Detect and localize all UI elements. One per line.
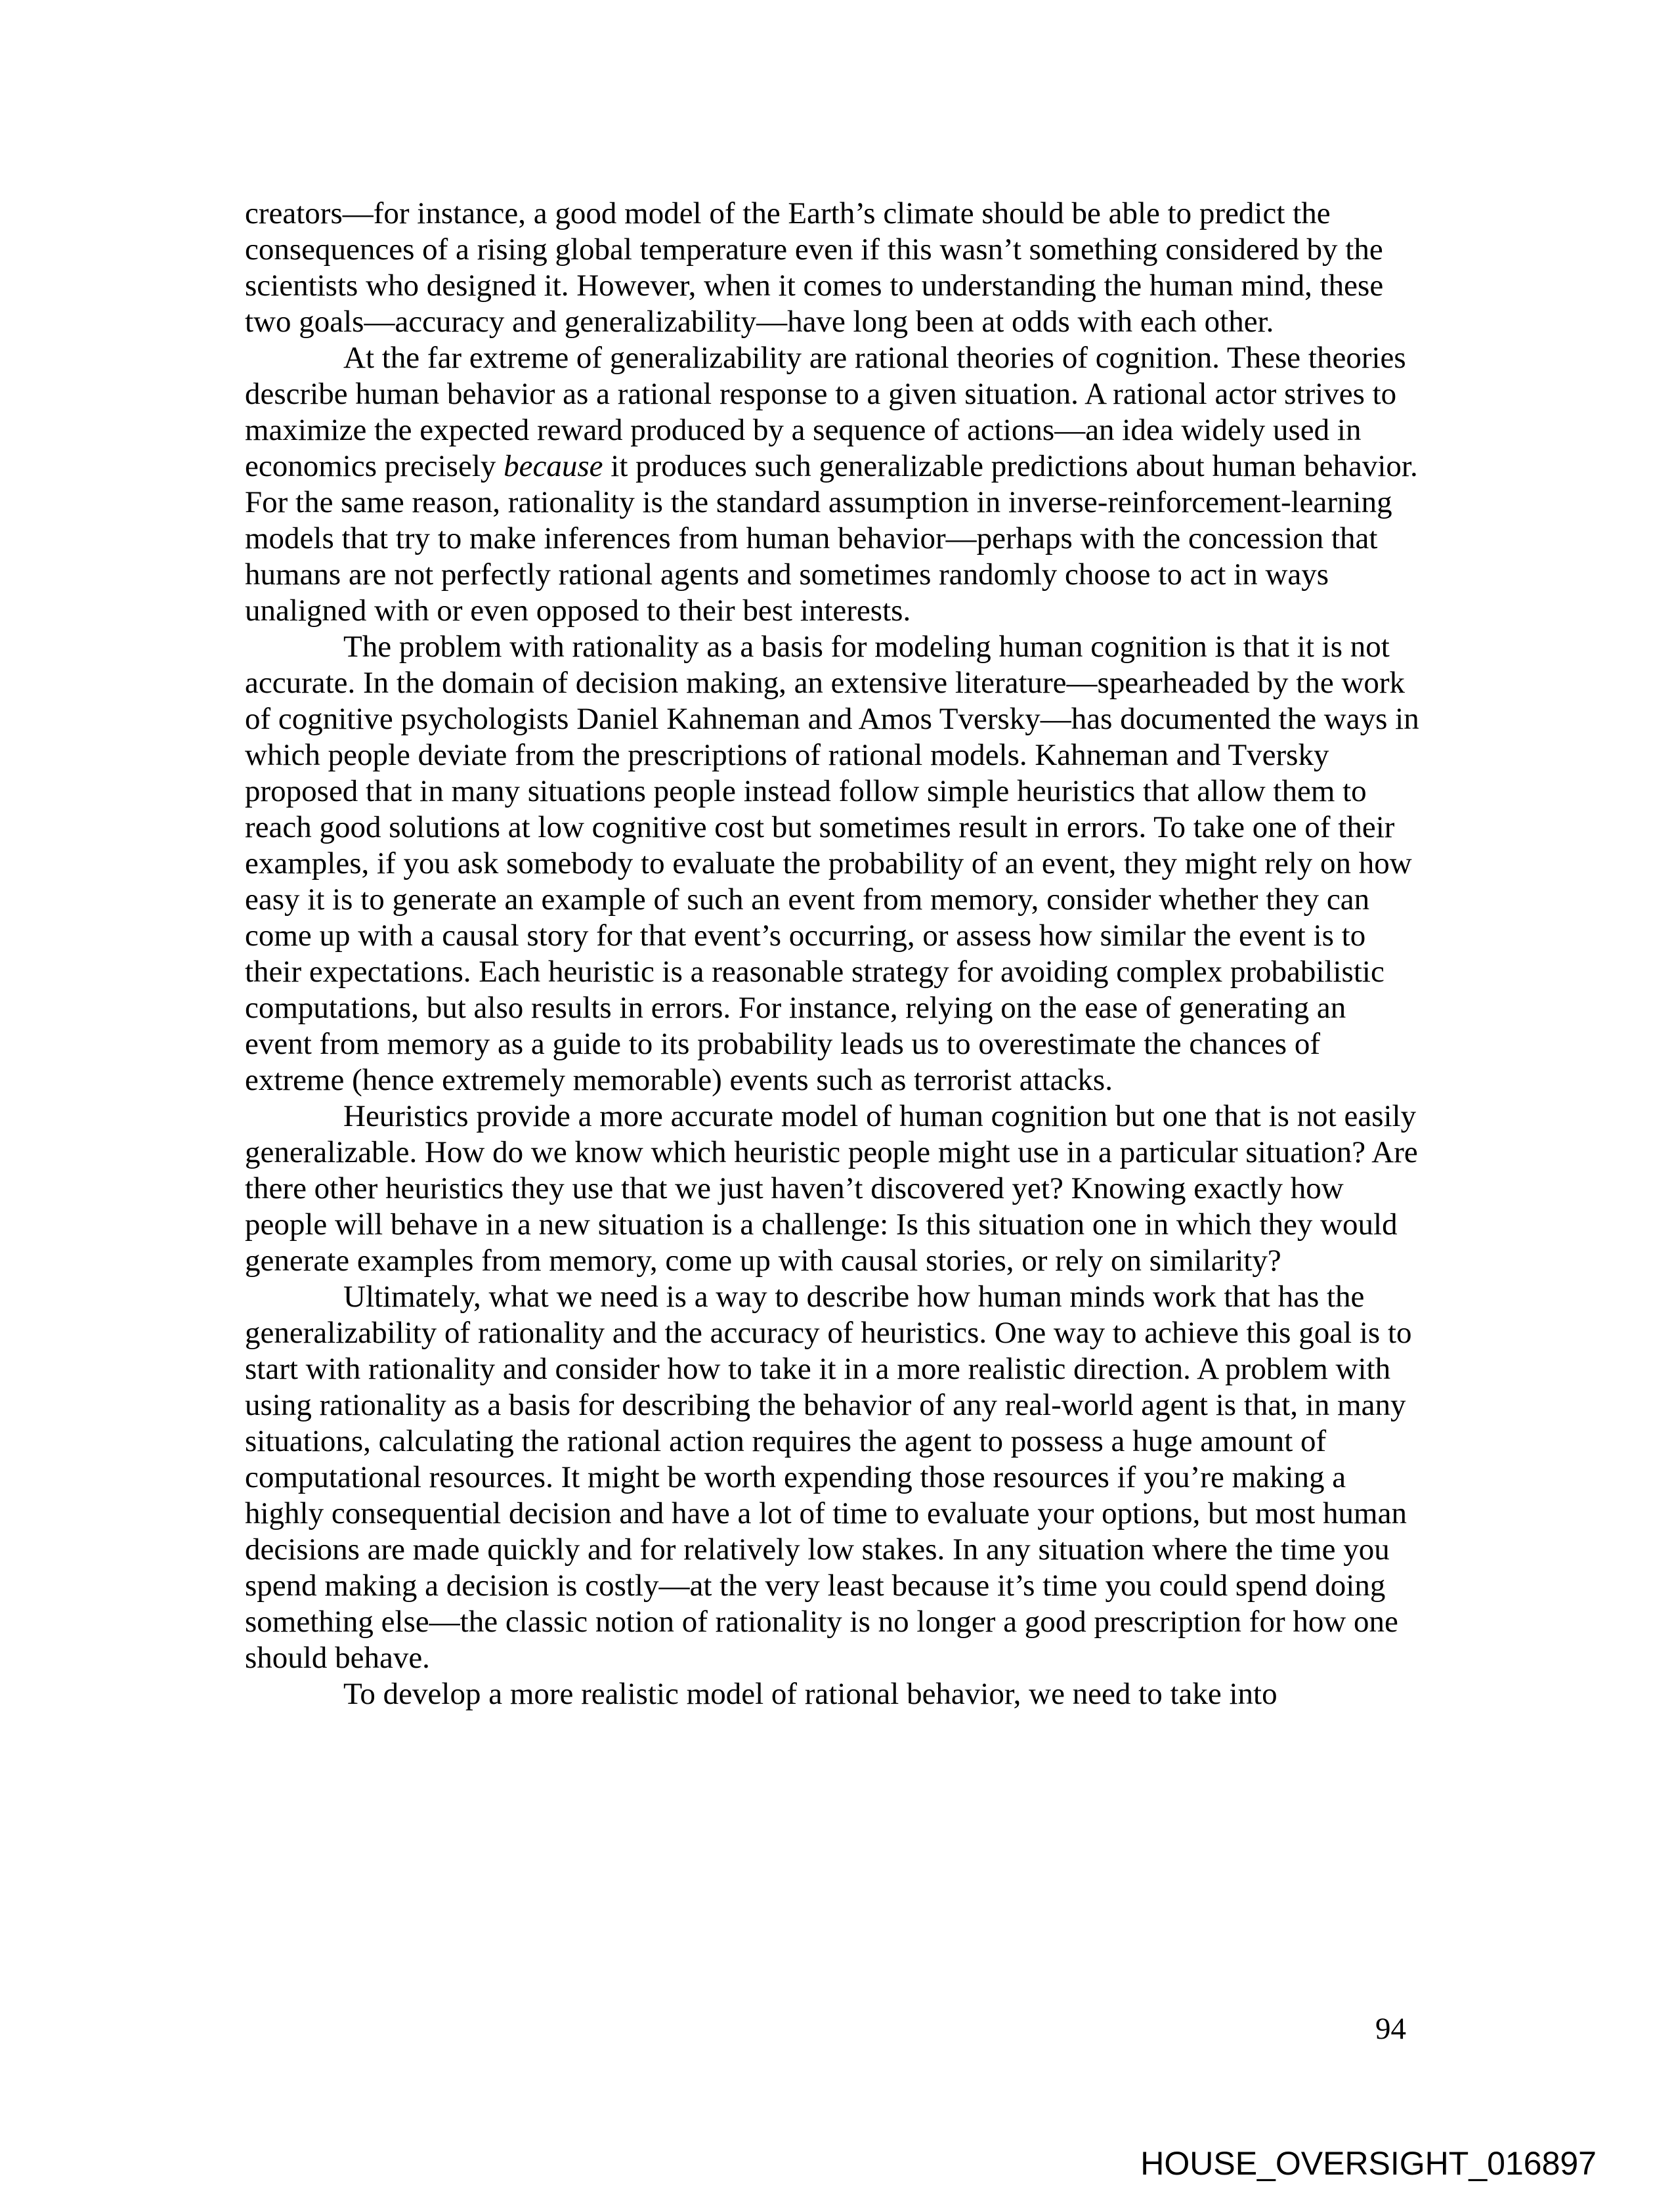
text-run: Ultimately, what we need is a way to describe how human minds work that has the generalizability of rationality and the accuracy of heuristics. One way to achieve this goal is to start with rationality and consider how to take it in a more realistic direction. A problem with using rationality as a basis for describing the behavior of any real-world agent is that, in many situations, calculating the rational action requires the agent to possess a huge amount of computational resources. It might be worth expending those resources if you’re making a highly consequential decision and have a lot of time to evaluate your options, but most human decisions are made quickly and for relatively low stakes. In any situation where the time you spend making a decision is costly—at the very least because it’s time you could spend doing something else—the classic notion of rationality is no longer a good prescription for how one should behave. <box>245 1280 1412 1675</box>
text-run: The problem with rationality as a basis for modeling human cognition is that it is not accurate. In the domain of decision making, an extensive literature—spearheaded by the work of cognitive psychologists Daniel Kahneman and Amos Tversky—has documented the ways in which people deviate from the prescriptions of rational models. Kahneman and Tversky proposed that in many situations people instead follow simple heuristics that allow them to reach good solutions at low cognitive cost but sometimes result in errors. To take one of their examples, if you ask somebody to evaluate the probability of an event, they might rely on how easy it is to generate an example of such an event from memory, consider whether they can come up with a causal story for that event’s occurring, or assess how similar the event is to their expectations. Each heuristic is a reasonable strategy for avoiding complex probabilistic computations, but also results in errors. For instance, relying on the ease of generating an event from memory as a guide to its probability leads us to overestimate the chances of extreme (hence extremely memorable) events such as terrorist attacks. <box>245 630 1419 1097</box>
text-block <box>245 196 1420 1712</box>
paragraph <box>245 1279 1420 1676</box>
paragraph <box>245 196 1420 340</box>
paragraph <box>245 629 1420 1098</box>
paragraph <box>245 1676 1420 1712</box>
text-run: At the far extreme of generalizability are rational theories of cognition. These theories describe human behavior as a rational response to a given situation. A rational actor strives to maximize the expected reward produced by a sequence of actions—an idea widely used in economics precisely <box>245 341 1406 483</box>
italic-run: because <box>504 449 603 483</box>
paragraph <box>245 340 1420 629</box>
bates-stamp: HOUSE_OVERSIGHT_016897 <box>1140 2145 1597 2182</box>
text-run: creators—for instance, a good model of the Earth’s climate should be able to predict the consequences of a rising global temperature even if this wasn’t something considered by the scientists who designed it. However, when it comes to understanding the human mind, these two goals—accuracy and generalizability—have long been at odds with each other. <box>245 196 1384 339</box>
paragraph <box>245 1098 1420 1279</box>
text-run: To develop a more realistic model of rational behavior, we need to take into <box>343 1677 1277 1711</box>
text-run: it produces such generalizable predictions about human behavior. For the same reason, rationality is the standard assumption in inverse-reinforcement-learning models that try to make inferences from human behavior—perhaps with the concession that humans are not perfectly rational agents and sometimes randomly choose to act in ways unaligned with or even opposed to their best interests. <box>245 449 1418 628</box>
text-run: Heuristics provide a more accurate model of human cognition but one that is not easily generalizable. How do we know which heuristic people might use in a particular situation? Are there other heuristics they use that we just haven’t discovered yet? Knowing exactly how people will behave in a new situation is a challenge: Is this situation one in which they would generate examples from memory, come up with causal stories, or rely on similarity? <box>245 1099 1418 1278</box>
page-number: 94 <box>1375 2012 1406 2046</box>
